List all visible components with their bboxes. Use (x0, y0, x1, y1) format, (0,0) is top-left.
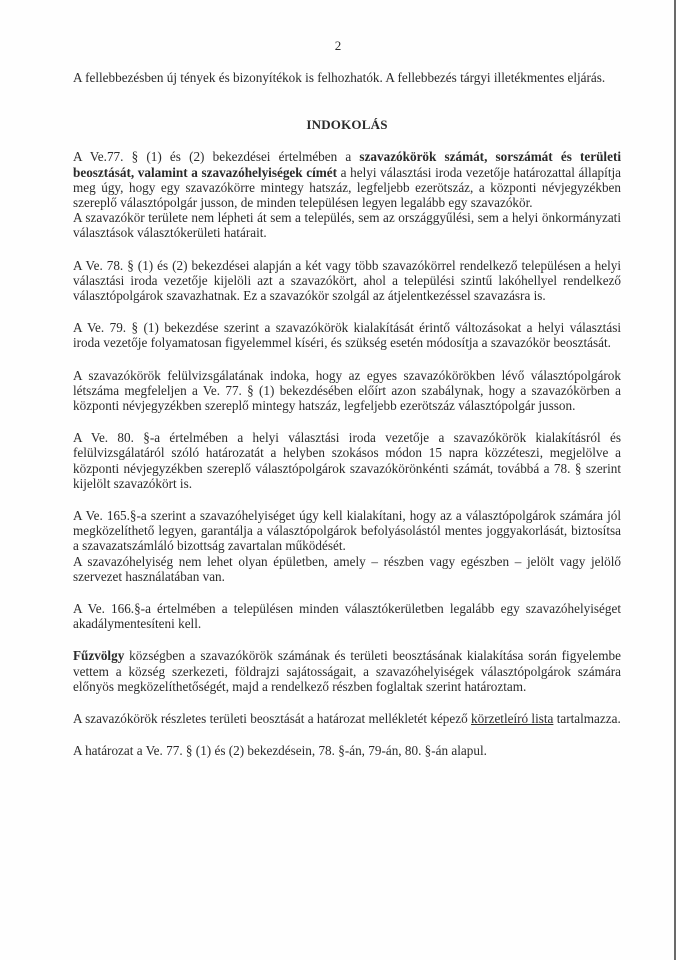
paragraph-ve77 (73, 149, 621, 210)
paragraph-ve80: A Ve. 80. §-a értelmében a helyi választási iroda vezetője a szavazókörök kialakításról és felülvizsgálatáról szóló határozatát a helyben szokásos módon 15 napra közzéteszi, megjelölve a központi névjegyzékben szereplő választópolgárok szavazókörönkénti számát, továbbá a 78. § szerint kijelölt szavazókört is. (73, 430, 621, 491)
paragraph-fuzvolgy-text: községben a szavazókörök számának és területi beosztásának kialakítása során figyelembe vettem a község szerkezeti, földrajzi sajátosságait, a szavazóhelyiségek választópolgárok számára előnyös megközelíthetőségét, majd a rendelkező részben foglaltak szerint határoztam. (73, 648, 621, 694)
paragraph-ve77-bold: szavazókörök számát, sorszámát és területi beosztását, valamint a szavazóhelyiségek címét (73, 149, 622, 180)
paragraph-ve79: A Ve. 79. § (1) bekezdése szerint a szavazókörök kialakítását érintő változásokat a helyi választási iroda vezetője folyamatosan figyelemmel kíséri, és szükség esetén módosítja a szavazókör beosztását. (73, 320, 621, 351)
paragraph-review-reason: A szavazókörök felülvizsgálatának indoka, hogy az egyes szavazókörökben lévő választópolgárok létszáma megfeleljen a Ve. 77. § (1) bekezdésében előírt azon szabálynak, hogy a szavazókörben a központi névjegyzékben szereplő mintegy hatszáz, legfeljebb ezerötszáz választópolgár jusson. (73, 367, 621, 414)
paragraph-legal-basis: A határozat a Ve. 77. § (1) és (2) bekezdésein, 78. §-án, 79-án, 80. §-án alapul. (73, 743, 487, 759)
section-heading: INDOKOLÁS (306, 117, 388, 133)
paragraph-ve77-post: a helyi választási iroda vezetője határozattal állapítja meg úgy, hogy egy szavazókörre mintegy hatszáz, legfeljebb ezerötszáz, a központi névjegyzékben szereplő választópolgár jusson, de minden településen legyen legalább egy szavazókör. (73, 164, 621, 211)
municipality-name: Fűzvölgy (73, 648, 125, 664)
paragraph-ve78: A Ve. 78. § (1) és (2) bekezdései alapján a két vagy több szavazókörrel rendelkező településen a helyi választási iroda vezetője kijelöli azt a szavazókört, ahol a települési szintű lakóhellyel rendelkező választópolgárok szavazhatnak. Ez a szavazókör szolgál az átjelentkezéssel szavazásra is. (73, 257, 621, 304)
paragraph-ve77-boundary: A szavazókör területe nem lépheti át sem a település, sem az országgyűlési, sem a helyi önkormányzati választások választókerületi határait. (73, 210, 621, 241)
paragraph-ve77-pre: A Ve.77. § (1) és (2) bekezdései értelmében a (73, 149, 360, 165)
paragraph-ve165-building: A szavazóhelyiség nem lehet olyan épületben, amely – részben vagy egészben – jelölt vagy jelölő szervezet használatában van. (73, 553, 621, 584)
paragraph-fuzvolgy (73, 648, 621, 694)
paragraph-ve166: A Ve. 166.§-a értelmében a településen minden választókerületben legalább egy szavazóhelyiséget akadálymentesíteni kell. (73, 601, 621, 632)
document-body (73, 70, 621, 759)
intro-paragraph: A fellebbezésben új tények és bizonyítékok is felhozhatók. A fellebbezés tárgyi illetékmentes eljárás. (73, 70, 606, 85)
paragraph-ve165: A Ve. 165.§-a szerint a szavazóhelyiséget úgy kell kialakítani, hogy az a választópolgárok számára jól megközelíthető legyen, garantálja a választópolgárok befolyásolástól mentes joggyakorlását, biztosítsa a szavazatszámláló bizottság zavartalan működését. (73, 508, 621, 554)
page-number: 2 (334, 38, 342, 53)
paragraph-district-list-pre: A szavazókörök részletes területi beosztását a határozat mellékletét képező (73, 711, 472, 727)
paragraph-district-list-post: tartalmazza. (553, 711, 621, 727)
district-list-reference: körzetleíró lista (471, 711, 554, 727)
paragraph-district-list (73, 711, 621, 726)
